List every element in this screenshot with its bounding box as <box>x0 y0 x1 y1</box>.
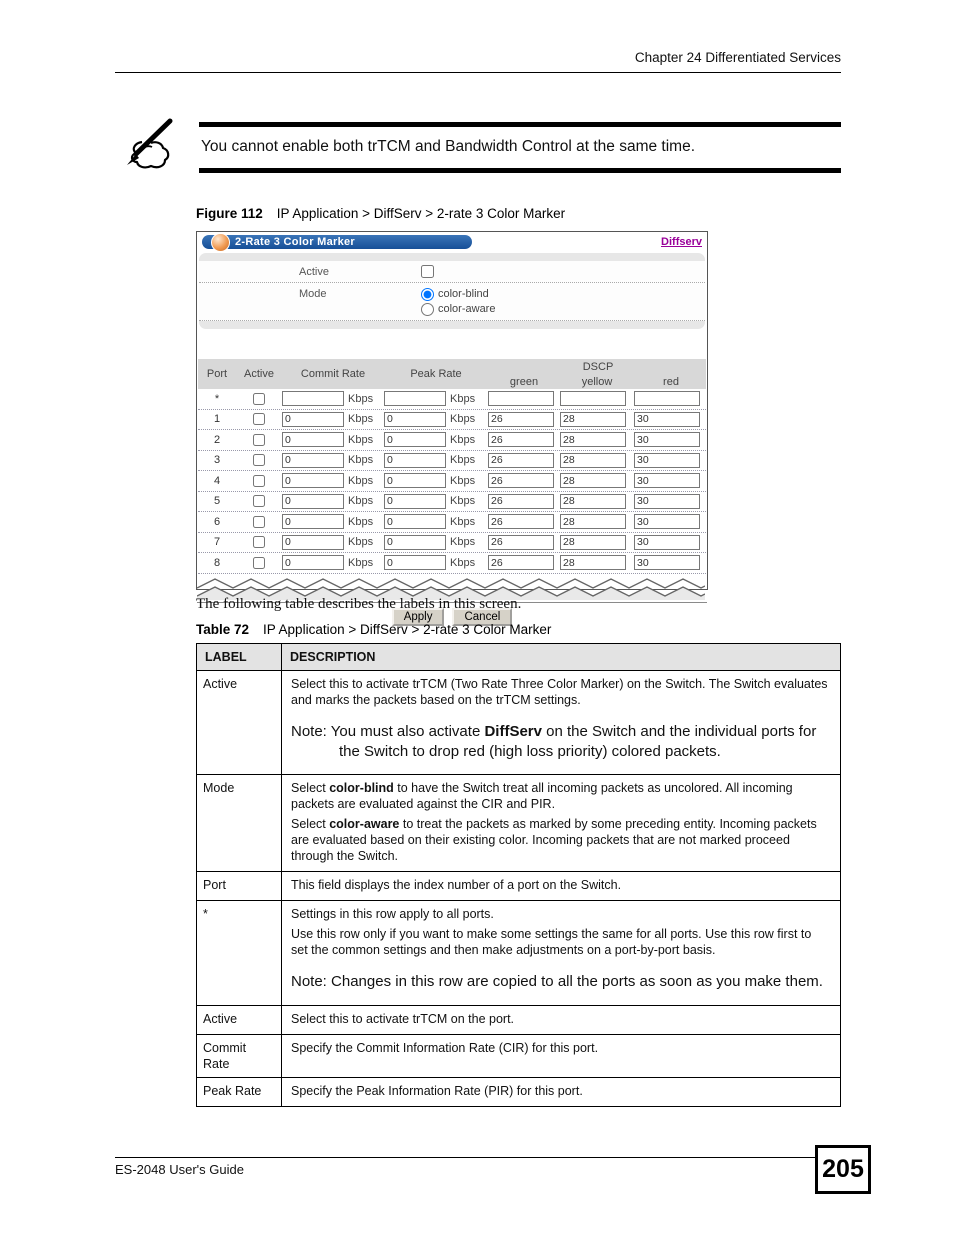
active-row <box>199 261 705 283</box>
desc-label: Active <box>197 671 282 775</box>
col-dscp: DSCP <box>582 360 614 373</box>
mode-radio[interactable] <box>421 303 434 316</box>
commit-rate-input[interactable] <box>282 555 344 570</box>
note-callout <box>199 122 841 173</box>
dscp-yellow-input[interactable] <box>560 391 626 406</box>
dscp-red-input[interactable] <box>634 432 700 447</box>
desc-label: Port <box>197 872 282 901</box>
description-paragraph: Settings in this row apply to all ports. <box>291 907 494 921</box>
page-number: 205 <box>815 1145 871 1194</box>
description-paragraph: Select color-aware to treat the packets as marked by some preceding entity. Incoming packets are evaluated based on their existing color. Incoming packets that are not marked proceed through the Switch. <box>291 817 817 863</box>
dscp-green-input[interactable] <box>488 535 554 550</box>
diffserv-link[interactable]: Diffserv <box>661 236 702 248</box>
col-port: Port <box>206 368 228 380</box>
screenshot-titlebar <box>197 232 707 253</box>
port-active-checkbox[interactable] <box>253 393 265 405</box>
commit-rate-input[interactable] <box>282 453 344 468</box>
kbps-label: Kbps <box>450 536 476 549</box>
note-bottom-bar <box>199 168 841 173</box>
port-active-cell <box>236 434 282 446</box>
port-active-cell <box>236 454 282 466</box>
port-table-body <box>198 389 706 574</box>
desc-header-row <box>197 644 841 671</box>
port-index: 7 <box>213 536 221 549</box>
kbps-label: Kbps <box>348 392 374 405</box>
peak-rate-input-cell <box>384 453 446 468</box>
commit-rate-input-cell <box>282 453 344 468</box>
port-active-checkbox[interactable] <box>253 495 265 507</box>
col-active: Active <box>244 368 274 380</box>
col-dscp-red: red <box>663 375 679 388</box>
desc-text <box>282 775 841 872</box>
kbps-label: Kbps <box>450 433 476 446</box>
port-row <box>198 430 706 451</box>
dscp-yellow-input-cell <box>560 453 634 468</box>
desc-text <box>282 671 841 775</box>
figure-caption-text: IP Application > DiffServ > 2-rate 3 Color Marker <box>276 206 566 221</box>
commit-rate-input[interactable] <box>282 473 344 488</box>
dscp-green-input-cell <box>488 391 560 406</box>
peak-rate-input-cell <box>384 391 446 406</box>
apply-button[interactable]: Apply <box>392 608 445 626</box>
dscp-yellow-input[interactable] <box>560 555 626 570</box>
dscp-green-input-cell <box>488 453 560 468</box>
port-active-checkbox[interactable] <box>253 516 265 528</box>
kbps-label: Kbps <box>450 392 476 405</box>
description-paragraph: Specify the Commit Information Rate (CIR) for this port. <box>291 1040 599 1055</box>
dscp-red-input[interactable] <box>634 473 700 488</box>
peak-rate-input[interactable] <box>384 412 446 427</box>
dscp-red-input-cell <box>634 535 708 550</box>
dscp-green-input[interactable] <box>488 412 554 427</box>
col-peak-rate: Peak Rate <box>410 368 462 380</box>
active-checkbox[interactable] <box>421 265 434 278</box>
dscp-red-input[interactable] <box>634 514 700 529</box>
dscp-green-input[interactable] <box>488 473 554 488</box>
dscp-red-input[interactable] <box>634 535 700 550</box>
dscp-yellow-input[interactable] <box>560 494 626 509</box>
peak-rate-input-cell <box>384 473 446 488</box>
port-row <box>198 410 706 431</box>
port-index: 2 <box>213 433 221 446</box>
titlebar-sphere-icon <box>211 233 230 252</box>
port-index: 3 <box>213 454 221 467</box>
kbps-label: Kbps <box>348 413 374 426</box>
dscp-green-input[interactable] <box>488 432 554 447</box>
desc-label: Commit Rate <box>197 1034 282 1077</box>
dscp-green-input[interactable] <box>488 391 554 406</box>
dscp-green-input[interactable] <box>488 453 554 468</box>
desc-text <box>282 1005 841 1034</box>
kbps-label: Kbps <box>348 474 374 487</box>
dscp-green-input-cell <box>488 432 560 447</box>
desc-label: Peak Rate <box>197 1077 282 1106</box>
commit-rate-input[interactable] <box>282 494 344 509</box>
port-active-cell <box>236 516 282 528</box>
dscp-green-input-cell <box>488 494 560 509</box>
dscp-yellow-input[interactable] <box>560 453 626 468</box>
peak-rate-input[interactable] <box>384 535 446 550</box>
cancel-button[interactable]: Cancel <box>452 608 512 626</box>
port-active-cell <box>236 393 282 405</box>
dscp-red-input-cell <box>634 494 708 509</box>
form-bottom-strip <box>199 321 705 329</box>
dscp-yellow-input[interactable] <box>560 432 626 447</box>
active-label: Active <box>299 266 329 278</box>
dscp-yellow-input[interactable] <box>560 535 626 550</box>
port-index: 8 <box>213 556 221 569</box>
desc-text <box>282 901 841 1006</box>
port-row <box>198 533 706 554</box>
desc-row <box>197 775 841 872</box>
peak-rate-input-cell <box>384 555 446 570</box>
body-text: The following table describes the labels in this screen. <box>196 596 522 612</box>
dscp-yellow-input-cell <box>560 473 634 488</box>
dscp-yellow-input-cell <box>560 391 634 406</box>
port-row <box>198 471 706 492</box>
port-active-cell <box>236 475 282 487</box>
note-text: You cannot enable both trTCM and Bandwidth Control at the same time. <box>201 138 695 155</box>
dscp-green-input[interactable] <box>488 555 554 570</box>
description-paragraph: Select this to activate trTCM on the port. <box>291 1011 515 1026</box>
dscp-yellow-input-cell <box>560 555 634 570</box>
dscp-red-input[interactable] <box>634 453 700 468</box>
table-caption <box>196 622 551 637</box>
desc-row <box>197 1005 841 1034</box>
description-header: DESCRIPTION <box>282 644 841 671</box>
commit-rate-input-cell <box>282 535 344 550</box>
desc-label: Active <box>197 1005 282 1034</box>
screenshot-title: 2-Rate 3 Color Marker <box>235 236 356 248</box>
peak-rate-input[interactable] <box>384 494 446 509</box>
col-dscp-yellow: yellow <box>581 375 613 388</box>
desc-row <box>197 671 841 775</box>
desc-text <box>282 1077 841 1106</box>
figure-caption <box>196 206 565 221</box>
dscp-green-input-cell <box>488 412 560 427</box>
dscp-yellow-input[interactable] <box>560 473 626 488</box>
desc-row <box>197 1034 841 1077</box>
commit-rate-input[interactable] <box>282 412 344 427</box>
peak-rate-input-cell <box>384 494 446 509</box>
description-paragraph: Select this to activate trTCM (Two Rate Three Color Marker) on the Switch. The Switch evaluates and marks the packets based on the trTCM settings. <box>291 677 828 707</box>
col-commit-rate: Commit Rate <box>300 368 366 380</box>
dscp-green-input-cell <box>488 535 560 550</box>
dscp-yellow-input[interactable] <box>560 412 626 427</box>
kbps-label: Kbps <box>348 556 374 569</box>
commit-rate-input-cell <box>282 494 344 509</box>
table-caption-text: IP Application > DiffServ > 2-rate 3 Color Marker <box>263 622 552 637</box>
port-active-checkbox[interactable] <box>253 454 265 466</box>
dscp-red-input-cell <box>634 473 708 488</box>
port-active-checkbox[interactable] <box>253 557 265 569</box>
port-row <box>198 451 706 472</box>
port-index: 4 <box>213 474 221 487</box>
dscp-red-input-cell <box>634 391 708 406</box>
dscp-red-input-cell <box>634 432 708 447</box>
kbps-label: Kbps <box>450 454 476 467</box>
commit-rate-input-cell <box>282 473 344 488</box>
port-index: 6 <box>213 515 221 528</box>
peak-rate-input[interactable] <box>384 453 446 468</box>
peak-rate-input[interactable] <box>384 473 446 488</box>
footer-rule <box>115 1157 817 1158</box>
port-active-cell <box>236 536 282 548</box>
kbps-label: Kbps <box>348 515 374 528</box>
peak-rate-input-cell <box>384 514 446 529</box>
desc-label: Mode <box>197 775 282 872</box>
commit-rate-input-cell <box>282 412 344 427</box>
peak-rate-input[interactable] <box>384 391 446 406</box>
desc-text <box>282 1034 841 1077</box>
kbps-label: Kbps <box>450 413 476 426</box>
dscp-red-input[interactable] <box>634 391 700 406</box>
inline-note: Note: You must also activate DiffServ on the Switch and the individual ports for the Switch to drop red (high loss priority) colored packets. <box>291 723 817 760</box>
dscp-green-input-cell <box>488 514 560 529</box>
dscp-green-input[interactable] <box>488 514 554 529</box>
port-active-cell <box>236 557 282 569</box>
mode-label: Mode <box>299 288 327 300</box>
running-head: Chapter 24 Differentiated Services <box>634 50 841 65</box>
dscp-green-input-cell <box>488 473 560 488</box>
dscp-red-input[interactable] <box>634 555 700 570</box>
commit-rate-input-cell <box>282 555 344 570</box>
mode-option-label: color-blind <box>438 288 489 300</box>
commit-rate-input[interactable] <box>282 535 344 550</box>
dscp-red-input[interactable] <box>634 494 700 509</box>
commit-rate-input[interactable] <box>282 514 344 529</box>
port-active-cell <box>236 413 282 425</box>
header-rule <box>115 72 841 73</box>
col-dscp-green: green <box>509 375 539 388</box>
commit-rate-input[interactable] <box>282 432 344 447</box>
description-paragraph: Specify the Peak Information Rate (PIR) for this port. <box>291 1083 583 1098</box>
dscp-yellow-input-cell <box>560 494 634 509</box>
commit-rate-input-cell <box>282 514 344 529</box>
kbps-label: Kbps <box>450 474 476 487</box>
desc-label: * <box>197 901 282 1006</box>
desc-row <box>197 872 841 901</box>
description-paragraph: This field displays the index number of a port on the Switch. <box>291 878 622 892</box>
dscp-green-input-cell <box>488 555 560 570</box>
dscp-yellow-input-cell <box>560 432 634 447</box>
commit-rate-input-cell <box>282 432 344 447</box>
port-active-checkbox[interactable] <box>253 536 265 548</box>
port-index: 5 <box>213 495 221 508</box>
screenshot-form <box>199 253 705 329</box>
peak-rate-input-cell <box>384 535 446 550</box>
description-paragraph: Select color-blind to have the Switch treat all incoming packets as uncolored. All incoming packets are evaluated against the CIR and PIR. <box>291 781 793 811</box>
desc-row <box>197 901 841 1006</box>
port-index: * <box>214 392 220 405</box>
port-active-checkbox[interactable] <box>253 434 265 446</box>
kbps-label: Kbps <box>348 433 374 446</box>
kbps-label: Kbps <box>450 515 476 528</box>
inline-note: Note: Changes in this row are copied to all the ports as soon as you make them. <box>291 973 823 990</box>
dscp-yellow-input-cell <box>560 412 634 427</box>
figure-caption-label: Figure 112 <box>196 206 263 221</box>
dscp-red-input-cell <box>634 453 708 468</box>
mode-row <box>199 283 705 321</box>
port-row <box>198 512 706 533</box>
table-caption-label: Table 72 <box>196 622 250 637</box>
port-row <box>198 553 706 574</box>
port-table-header <box>198 359 706 389</box>
port-active-checkbox[interactable] <box>253 475 265 487</box>
dscp-red-input[interactable] <box>634 412 700 427</box>
port-row <box>198 389 706 410</box>
description-table <box>196 643 841 1107</box>
dscp-red-input-cell <box>634 514 708 529</box>
dscp-yellow-input[interactable] <box>560 514 626 529</box>
pencil-note-icon <box>120 118 174 170</box>
dscp-yellow-input-cell <box>560 535 634 550</box>
kbps-label: Kbps <box>348 454 374 467</box>
dscp-red-input-cell <box>634 555 708 570</box>
form-top-strip <box>199 253 705 261</box>
mode-option-label: color-aware <box>438 303 496 315</box>
port-active-cell <box>236 495 282 507</box>
kbps-label: Kbps <box>348 495 374 508</box>
desc-row <box>197 1077 841 1106</box>
dscp-yellow-input-cell <box>560 514 634 529</box>
port-index: 1 <box>213 413 221 426</box>
peak-rate-input[interactable] <box>384 555 446 570</box>
footer-guide-title: ES-2048 User's Guide <box>115 1162 244 1177</box>
dscp-red-input-cell <box>634 412 708 427</box>
port-active-checkbox[interactable] <box>253 413 265 425</box>
peak-rate-input[interactable] <box>384 432 446 447</box>
kbps-label: Kbps <box>348 536 374 549</box>
peak-rate-input-cell <box>384 412 446 427</box>
description-paragraph: Use this row only if you want to make some settings the same for all ports. Use this row first to set the common settings and then make adjustments on a port-by-port basis. <box>291 927 812 957</box>
kbps-label: Kbps <box>450 495 476 508</box>
peak-rate-input[interactable] <box>384 514 446 529</box>
commit-rate-input[interactable] <box>282 391 344 406</box>
label-header: LABEL <box>197 644 282 671</box>
kbps-label: Kbps <box>450 556 476 569</box>
port-row <box>198 492 706 513</box>
commit-rate-input-cell <box>282 391 344 406</box>
desc-table-body <box>197 671 841 1107</box>
dscp-green-input[interactable] <box>488 494 554 509</box>
peak-rate-input-cell <box>384 432 446 447</box>
mode-radio[interactable] <box>421 288 434 301</box>
desc-text <box>282 872 841 901</box>
port-table <box>198 359 706 574</box>
